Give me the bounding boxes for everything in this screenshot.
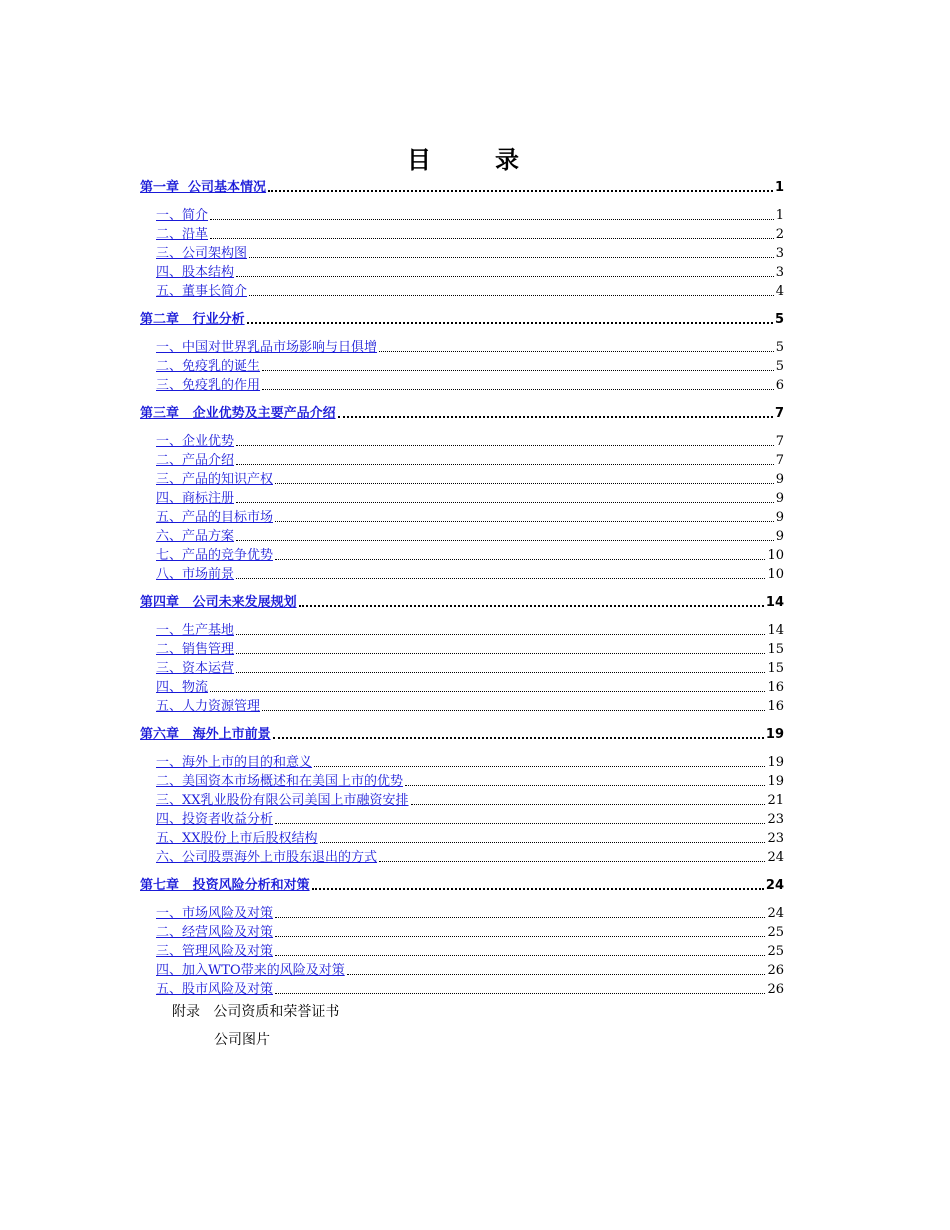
dot-leader <box>379 861 765 862</box>
toc-section-label[interactable]: 二、沿革 <box>156 227 209 242</box>
toc-section-label[interactable]: 三、资本运营 <box>156 661 235 676</box>
appendix-line-2: 公司图片 <box>214 1032 270 1048</box>
toc-chapter-entry[interactable] <box>140 725 784 744</box>
dot-leader <box>262 370 774 371</box>
dot-leader <box>275 559 765 560</box>
toc-section-label[interactable]: 二、销售管理 <box>156 642 235 657</box>
toc-page-number: 24 <box>765 878 784 893</box>
dot-leader <box>275 936 765 937</box>
dot-leader <box>249 257 774 258</box>
toc-page-number: 19 <box>767 755 784 770</box>
page-title: 目录 <box>407 145 583 174</box>
toc-page-number: 5 <box>775 340 784 355</box>
toc-section-label[interactable]: 六、公司股票海外上市股东退出的方式 <box>156 850 378 865</box>
toc-page-number: 5 <box>775 359 784 374</box>
toc-page-number: 6 <box>775 378 784 393</box>
toc-section-label[interactable]: 二、产品介绍 <box>156 453 235 468</box>
toc-page-number: 7 <box>775 434 784 449</box>
toc-page-number: 1 <box>775 208 784 223</box>
dot-leader <box>210 691 765 692</box>
toc-section-entry[interactable] <box>140 961 784 980</box>
spacer <box>140 301 784 310</box>
toc-section-label[interactable]: 五、董事长简介 <box>156 284 248 299</box>
spacer <box>140 867 784 876</box>
toc-section-label[interactable]: 三、管理风险及对策 <box>156 944 274 959</box>
toc-section-entry[interactable] <box>140 470 784 489</box>
dot-leader <box>275 955 765 956</box>
toc-section-label[interactable]: 二、美国资本市场概述和在美国上市的优势 <box>156 774 404 789</box>
toc-page-number: 3 <box>775 246 784 261</box>
toc-section-label[interactable]: 五、产品的目标市场 <box>156 510 274 525</box>
toc-page-number: 15 <box>767 642 784 657</box>
toc-section-entry[interactable] <box>140 244 784 263</box>
toc-section-entry[interactable] <box>140 904 784 923</box>
toc-section-entry[interactable] <box>140 753 784 772</box>
toc-chapter-label[interactable]: 第二章 行业分析 <box>140 312 245 327</box>
toc-section-label[interactable]: 六、产品方案 <box>156 529 235 544</box>
dot-leader <box>236 502 774 503</box>
toc-section-label[interactable]: 一、中国对世界乳品市场影响与日俱增 <box>156 340 378 355</box>
toc-page-number: 2 <box>775 227 784 242</box>
toc-page-number: 9 <box>775 510 784 525</box>
toc-page-number: 21 <box>767 793 784 808</box>
toc-section-entry[interactable] <box>140 527 784 546</box>
toc-section-entry[interactable] <box>140 942 784 961</box>
toc-page-number: 24 <box>767 906 784 921</box>
dot-leader <box>275 993 765 994</box>
toc-page-number: 19 <box>767 774 784 789</box>
toc-section-entry[interactable] <box>140 829 784 848</box>
toc-section-entry[interactable] <box>140 282 784 301</box>
toc-page-number: 15 <box>767 661 784 676</box>
toc-page-number: 26 <box>767 982 784 997</box>
toc-section-label[interactable]: 一、简介 <box>156 208 209 223</box>
dot-leader <box>314 766 765 767</box>
dot-leader <box>210 219 774 220</box>
toc-section-entry[interactable] <box>140 772 784 791</box>
toc-section-entry[interactable] <box>140 848 784 867</box>
toc-section-entry[interactable] <box>140 451 784 470</box>
dot-leader <box>236 540 774 541</box>
toc-chapter-label[interactable]: 第三章 企业优势及主要产品介绍 <box>140 406 336 421</box>
toc-section-entry[interactable] <box>140 980 784 999</box>
toc-section-label[interactable]: 七、产品的竞争优势 <box>156 548 274 563</box>
toc-section-label[interactable]: 四、商标注册 <box>156 491 235 506</box>
toc-page-number: 3 <box>775 265 784 280</box>
appendix-line-1: 附录 公司资质和荣誉证书 <box>172 1004 340 1020</box>
toc-page-number: 4 <box>775 284 784 299</box>
toc-page-number: 25 <box>767 925 784 940</box>
spacer <box>140 744 784 753</box>
dot-leader <box>210 238 774 239</box>
dot-leader <box>268 190 773 192</box>
spacer <box>140 612 784 621</box>
toc-section-label[interactable]: 四、股本结构 <box>156 265 235 280</box>
toc-section-label[interactable]: 一、海外上市的目的和意义 <box>156 755 313 770</box>
toc-page-number: 23 <box>767 812 784 827</box>
toc-section-label[interactable]: 四、物流 <box>156 680 209 695</box>
dot-leader <box>411 804 766 805</box>
toc-chapter-entry[interactable] <box>140 404 784 423</box>
dot-leader <box>236 634 765 635</box>
toc-section-label[interactable]: 二、经营风险及对策 <box>156 925 274 940</box>
toc-chapter-label[interactable]: 第七章 投资风险分析和对策 <box>140 878 310 893</box>
toc-section-label[interactable]: 三、免疫乳的作用 <box>156 378 261 393</box>
toc-section-label[interactable]: 五、人力资源管理 <box>156 699 261 714</box>
toc-section-label[interactable]: 一、企业优势 <box>156 434 235 449</box>
toc-page-number: 19 <box>765 727 784 742</box>
toc-section-label[interactable]: 三、公司架构图 <box>156 246 248 261</box>
spacer <box>140 197 784 206</box>
toc-section-entry[interactable] <box>140 489 784 508</box>
dot-leader <box>320 842 766 843</box>
dot-leader <box>347 974 766 975</box>
toc-section-label[interactable]: 三、XX乳业股份有限公司美国上市融资安排 <box>156 793 409 808</box>
toc-page-number: 25 <box>767 944 784 959</box>
toc-chapter-label[interactable]: 第一章 公司基本情况 <box>140 180 267 195</box>
dot-leader <box>262 710 765 711</box>
dot-leader <box>275 917 765 918</box>
toc-page-number: 5 <box>774 312 784 327</box>
dot-leader <box>236 672 765 673</box>
toc-page-number: 16 <box>767 699 784 714</box>
toc-page-number: 14 <box>767 623 784 638</box>
toc-section-label[interactable]: 二、免疫乳的诞生 <box>156 359 261 374</box>
dot-leader <box>275 521 774 522</box>
toc-section-entry[interactable] <box>140 546 784 565</box>
spacer <box>140 716 784 725</box>
toc-page-number: 16 <box>767 680 784 695</box>
toc-page-number: 9 <box>775 472 784 487</box>
toc-section-entry[interactable] <box>140 697 784 716</box>
toc-section-entry[interactable] <box>140 225 784 244</box>
toc-section-label[interactable]: 四、加入WTO带来的风险及对策 <box>156 963 345 978</box>
toc-page-number: 23 <box>767 831 784 846</box>
dot-leader <box>275 483 774 484</box>
toc-section-entry[interactable] <box>140 206 784 225</box>
toc-page-number: 26 <box>767 963 784 978</box>
toc-section-entry[interactable] <box>140 923 784 942</box>
spacer <box>140 895 784 904</box>
spacer <box>140 584 784 593</box>
dot-leader <box>405 785 765 786</box>
toc-page-number: 7 <box>774 406 784 421</box>
toc-chapter-label[interactable]: 第六章 海外上市前景 <box>140 727 271 742</box>
toc-section-entry[interactable] <box>140 376 784 395</box>
table-of-contents <box>140 178 784 1008</box>
dot-leader <box>262 389 774 390</box>
dot-leader <box>249 295 774 296</box>
spacer <box>140 423 784 432</box>
dot-leader <box>275 823 765 824</box>
dot-leader <box>338 416 773 418</box>
spacer <box>140 395 784 404</box>
dot-leader <box>236 445 774 446</box>
spacer <box>140 329 784 338</box>
toc-section-entry[interactable] <box>140 659 784 678</box>
toc-section-entry[interactable] <box>140 263 784 282</box>
toc-chapter-entry[interactable] <box>140 178 784 197</box>
toc-section-label[interactable]: 一、市场风险及对策 <box>156 906 274 921</box>
dot-leader <box>312 888 764 890</box>
toc-page-number: 1 <box>774 180 784 195</box>
dot-leader <box>236 276 774 277</box>
toc-page-number: 14 <box>765 595 784 610</box>
toc-page-number: 10 <box>767 548 784 563</box>
toc-page-number: 9 <box>775 529 784 544</box>
toc-chapter-entry[interactable] <box>140 310 784 329</box>
dot-leader <box>236 578 765 579</box>
toc-section-entry[interactable] <box>140 678 784 697</box>
toc-section-label[interactable]: 五、股市风险及对策 <box>156 982 274 997</box>
toc-section-entry[interactable] <box>140 565 784 584</box>
toc-section-label[interactable]: 五、XX股份上市后股权结构 <box>156 831 318 846</box>
toc-section-entry[interactable] <box>140 621 784 640</box>
toc-chapter-entry[interactable] <box>140 593 784 612</box>
toc-chapter-label[interactable]: 第四章 公司未来发展规划 <box>140 595 297 610</box>
toc-section-label[interactable]: 一、生产基地 <box>156 623 235 638</box>
toc-section-entry[interactable] <box>140 338 784 357</box>
dot-leader <box>379 351 774 352</box>
dot-leader <box>299 605 764 607</box>
toc-page-number: 7 <box>775 453 784 468</box>
toc-section-entry[interactable] <box>140 508 784 527</box>
dot-leader <box>236 653 765 654</box>
dot-leader <box>236 464 774 465</box>
toc-section-entry[interactable] <box>140 640 784 659</box>
dot-leader <box>273 737 764 739</box>
toc-page-number: 9 <box>775 491 784 506</box>
toc-section-entry[interactable] <box>140 432 784 451</box>
toc-section-label[interactable]: 八、市场前景 <box>156 567 235 582</box>
toc-page-number: 24 <box>767 850 784 865</box>
toc-page-number: 10 <box>767 567 784 582</box>
toc-section-label[interactable]: 三、产品的知识产权 <box>156 472 274 487</box>
toc-section-entry[interactable] <box>140 791 784 810</box>
toc-chapter-entry[interactable] <box>140 876 784 895</box>
toc-section-label[interactable]: 四、投资者收益分析 <box>156 812 274 827</box>
dot-leader <box>247 322 773 324</box>
toc-section-entry[interactable] <box>140 357 784 376</box>
toc-section-entry[interactable] <box>140 810 784 829</box>
